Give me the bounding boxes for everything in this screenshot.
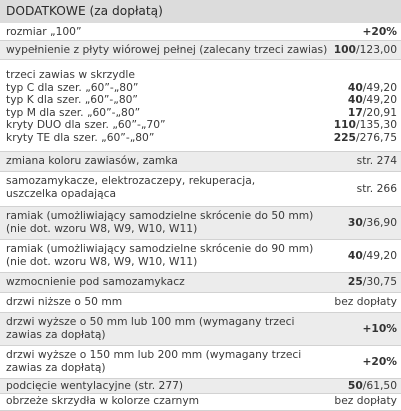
price-net: 40 <box>347 249 363 263</box>
row-label <box>6 316 294 341</box>
table-row <box>0 41 401 60</box>
row-label <box>6 296 122 309</box>
price-gross: /49,20 <box>362 93 397 107</box>
row-label <box>6 243 313 268</box>
price-gross: /61,50 <box>362 379 397 392</box>
price-gross: /30,75 <box>362 275 397 288</box>
price-line <box>362 356 397 369</box>
price-line <box>348 250 397 263</box>
table-row <box>0 23 401 41</box>
table-row <box>0 394 401 411</box>
row-label-line: rozmiar „100” <box>6 25 82 38</box>
row-price <box>334 395 397 408</box>
price-net: 17 <box>347 105 363 119</box>
row-label-line: uszczelka opadająca <box>6 186 117 200</box>
row-price <box>348 217 397 230</box>
price-net: 25 <box>347 275 363 288</box>
row-label-line: wzmocnienie pod samozamykacz <box>6 275 185 288</box>
row-price <box>348 276 397 289</box>
row-label-line: kryty DUO dla szer. „60”-„70” <box>6 118 166 132</box>
price-line <box>357 155 397 168</box>
row-label-line: (nie dot. wzoru W8, W9, W10, W11) <box>6 221 198 235</box>
row-label-line: zawias za dopłatą) <box>6 360 106 374</box>
row-label-line: zmiana koloru zawiasów, zamka <box>6 154 178 167</box>
price-net: 100 <box>333 43 356 56</box>
row-price <box>357 183 397 196</box>
price-net: +20% <box>362 355 397 369</box>
row-label-line: samozamykacze, elektrozaczepy, rekuperacja, <box>6 174 256 187</box>
row-label <box>6 380 183 393</box>
row-label-line: ramiak (umożliwiający samodzielne skrócenie do 90 mm) <box>6 242 314 255</box>
price-line <box>334 132 397 145</box>
table-row <box>0 207 401 240</box>
price-line <box>334 44 397 57</box>
price-line <box>362 26 397 39</box>
row-label <box>6 276 185 289</box>
row-label-line: ramiak (umożliwiający samodzielne skrócenie do 50 mm) <box>6 209 314 222</box>
row-label-line: drzwi wyższe o 150 mm lub 200 mm (wymagany trzeci <box>6 348 302 361</box>
table-header <box>0 0 401 23</box>
row-price <box>362 323 397 336</box>
price-gross: str. 274 <box>356 154 397 167</box>
row-price <box>348 380 397 393</box>
price-net: 30 <box>347 216 363 230</box>
table-row <box>0 273 401 293</box>
price-net: 110 <box>333 118 356 132</box>
row-price <box>348 250 397 263</box>
price-gross: /49,20 <box>362 80 397 94</box>
row-label-line: typ C dla szer. „60”-„80” <box>6 80 139 94</box>
price-line <box>334 296 397 309</box>
row-label-line: trzeci zawias w skrzydle <box>6 68 135 81</box>
price-net: +10% <box>362 322 397 336</box>
row-label-line: typ M dla szer. „60”-„80” <box>6 105 141 119</box>
table-row <box>0 66 401 152</box>
price-line <box>357 183 397 196</box>
row-price <box>334 44 397 57</box>
row-label <box>6 210 313 235</box>
price-net: 40 <box>347 80 363 94</box>
row-label-line: wypełnienie z płyty wiórowej pełnej (zalecany trzeci zawias) <box>6 43 328 56</box>
row-price <box>334 296 397 309</box>
price-line <box>334 395 397 408</box>
table-row <box>0 152 401 172</box>
row-label <box>6 26 82 39</box>
row-label-line: zawias za dopłatą) <box>6 327 106 341</box>
table-row <box>0 240 401 273</box>
price-gross: /36,90 <box>362 216 397 230</box>
row-label-line: drzwi niższe o 50 mm <box>6 295 123 308</box>
row-label-line: (nie dot. wzoru W8, W9, W10, W11) <box>6 254 198 268</box>
price-gross: /276,75 <box>356 130 397 144</box>
price-gross: bez dopłaty <box>334 394 397 407</box>
price-gross: /20,91 <box>362 105 397 119</box>
table-row <box>0 379 401 394</box>
row-price <box>362 356 397 369</box>
row-label-line: drzwi wyższe o 50 mm lub 100 mm (wymagany trzeci <box>6 315 295 328</box>
table-row <box>0 293 401 313</box>
row-label <box>6 395 199 408</box>
table-row <box>0 313 401 346</box>
row-label <box>6 349 301 374</box>
row-price <box>357 155 397 168</box>
price-gross: /135,30 <box>356 118 397 132</box>
price-line <box>348 276 397 289</box>
price-gross: str. 266 <box>356 182 397 196</box>
price-gross: /49,20 <box>362 249 397 263</box>
row-label <box>6 155 178 168</box>
price-net: 225 <box>333 130 356 144</box>
price-net: +20% <box>362 25 397 38</box>
row-label-line: podcięcie wentylacyjne (str. 277) <box>6 379 184 392</box>
price-net: 40 <box>347 93 363 107</box>
row-label-line: obrzeże skrzydła w kolorze czarnym <box>6 394 200 407</box>
row-price <box>334 69 397 145</box>
price-line <box>348 217 397 230</box>
table-row <box>0 346 401 379</box>
table-row <box>0 172 401 207</box>
header-title: DODATKOWE (za dopłatą) <box>6 4 163 18</box>
row-label <box>6 69 166 145</box>
price-net: 50 <box>347 379 363 392</box>
price-line <box>362 323 397 336</box>
row-label <box>6 175 255 200</box>
row-label <box>6 44 327 57</box>
row-label-line: typ K dla szer. „60”-„80” <box>6 93 138 107</box>
price-gross: /123,00 <box>356 43 397 56</box>
price-gross: bez dopłaty <box>334 295 397 308</box>
row-label-line: kryty TE dla szer. „60”-„80” <box>6 130 155 144</box>
row-price <box>362 26 397 39</box>
price-line <box>348 380 397 393</box>
